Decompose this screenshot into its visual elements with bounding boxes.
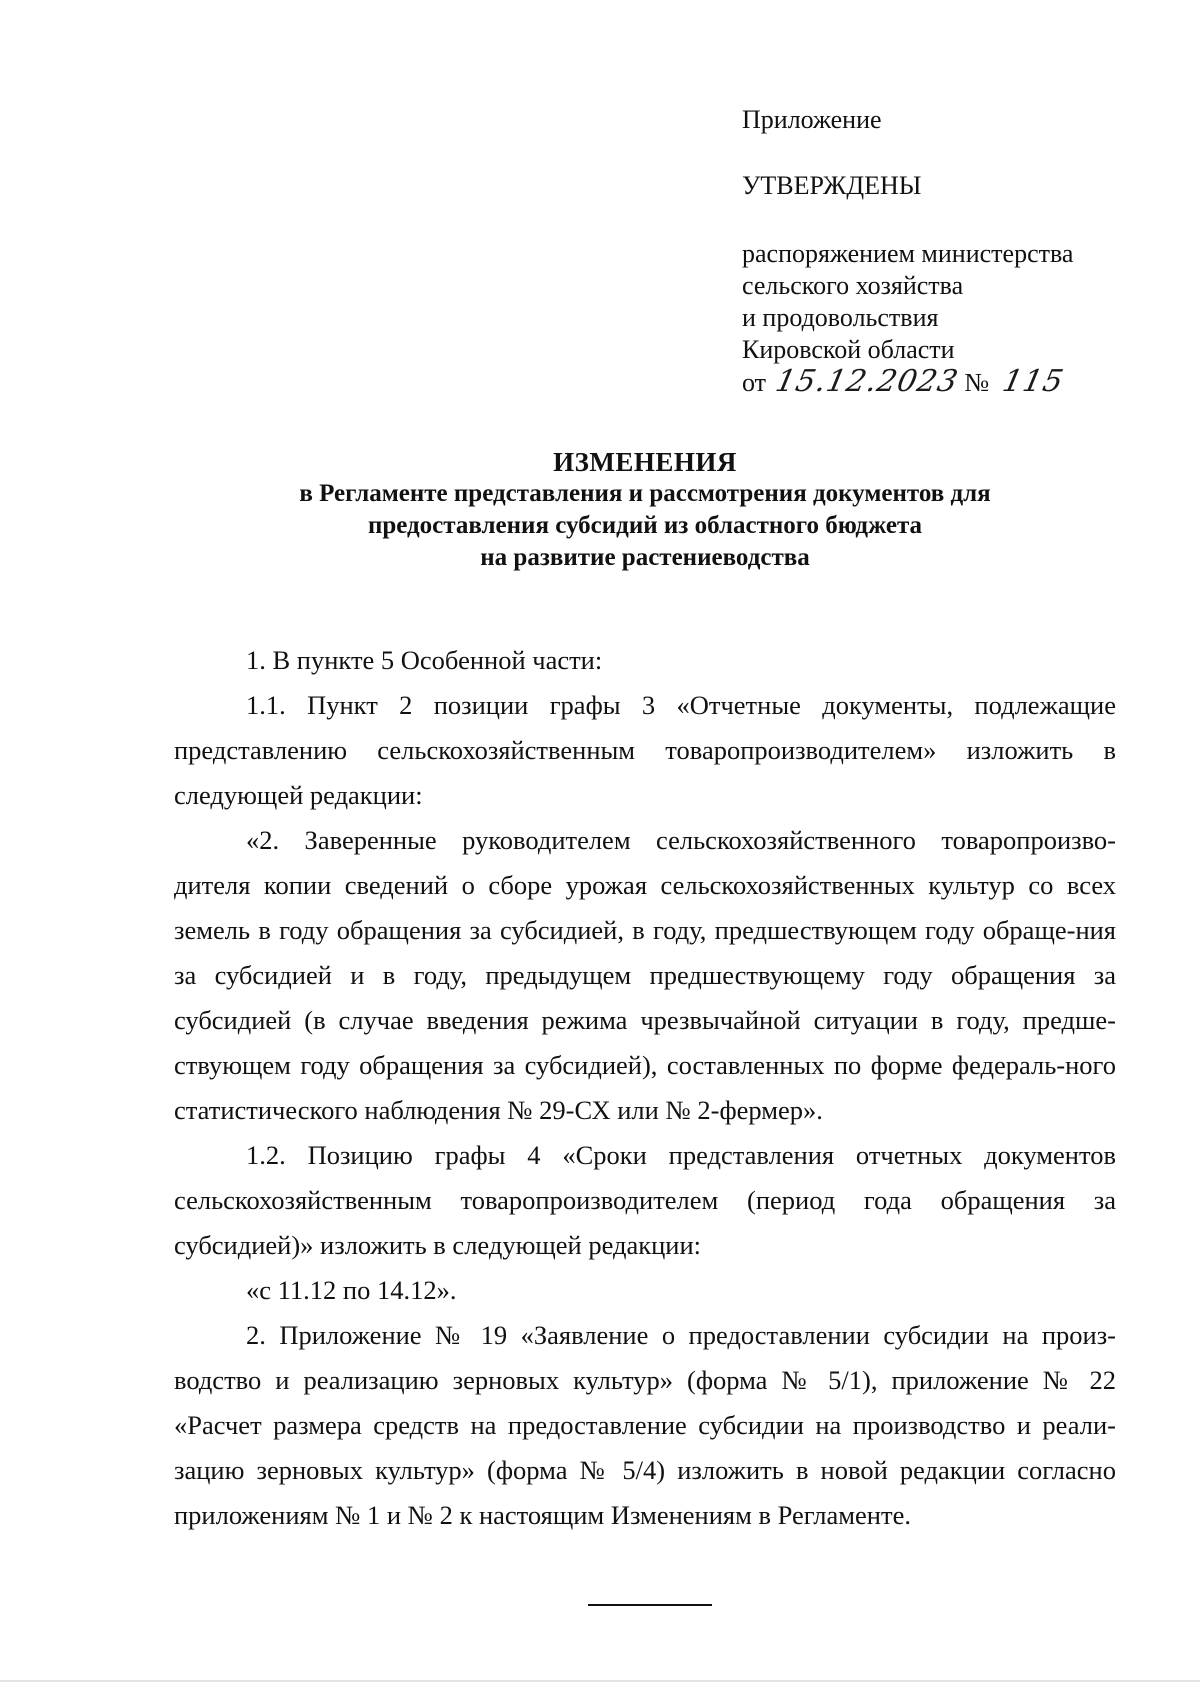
approved-label: УТВЕРЖДЕНЫ bbox=[742, 171, 922, 200]
date-prefix: от bbox=[742, 368, 767, 397]
approval-authority-line-2: сельского хозяйства bbox=[742, 271, 964, 300]
document-body bbox=[174, 638, 1116, 1538]
appendix-label: Приложение bbox=[742, 105, 882, 134]
title-subtitle-line-3: на развитие растениеводства bbox=[480, 544, 810, 571]
approval-authority-line-1: распоряжением министерства bbox=[742, 239, 1074, 268]
paragraph-1: 1. В пункте 5 Особенной части: bbox=[246, 645, 603, 675]
paragraph-dates: «с 11.12 по 14.12». bbox=[246, 1275, 457, 1305]
handwritten-number: 115 bbox=[999, 364, 1068, 399]
paragraph-1-2: 1.2. Позицию графы 4 «Сроки представления отчетных документов сельскохозяйственным товаропроизводителем (период года обращения за субсидией)» изложить в следующей редакции: bbox=[174, 1140, 1116, 1260]
approval-authority-line-4: Кировской области bbox=[742, 335, 955, 364]
number-sign: № bbox=[964, 368, 990, 397]
title-subtitle-line-1: в Регламенте представления и рассмотрения документов для bbox=[299, 480, 991, 507]
paragraph-1-1: 1.1. Пункт 2 позиции графы 3 «Отчетные документы, подлежащие представлению сельскохозяйственным товаропроизводителем» изложить в следующей редакции: bbox=[174, 690, 1116, 810]
end-divider bbox=[588, 1604, 712, 1606]
approval-date-line bbox=[742, 366, 1162, 400]
approval-block bbox=[742, 104, 1162, 400]
approval-authority-line-3: и продовольствия bbox=[742, 303, 939, 332]
title-subtitle-line-2: предоставления субсидий из областного бюджета bbox=[367, 512, 923, 539]
title-main: ИЗМЕНЕНИЯ bbox=[553, 447, 737, 477]
handwritten-date: 15.12.2023 bbox=[772, 364, 962, 399]
document-title bbox=[172, 446, 1118, 574]
paragraph-quote-2: «2. Заверенные руководителем сельскохозяйственного товаропроизво-дителя копии сведений о сборе урожая сельскохозяйственных культур со всех земель в году обращения за субсидией, в году, предшествующем году обраще-ния за субсидией и в году, предыдущем предшествующему году обращения за субсидией (в случае введения режима чрезвычайной ситуации в году, предше-ствующем году обращения за субсидией), составленных по форме федераль-ного статистического наблюдения № 29-СХ или № 2-фермер». bbox=[174, 825, 1116, 1125]
scan-edge-line bbox=[0, 1680, 1200, 1682]
paragraph-2: 2. Приложение № 19 «Заявление о предоставлении субсидии на произ-водство и реализацию зерновых культур» (форма № 5/1), приложение № 22 «Расчет размера средств на предоставление субсидии на производство и реали-зацию зерновых культур» (форма № 5/4) изложить в новой редакции согласно приложениям № 1 и № 2 к настоящим Изменениям в Регламенте. bbox=[174, 1320, 1116, 1530]
